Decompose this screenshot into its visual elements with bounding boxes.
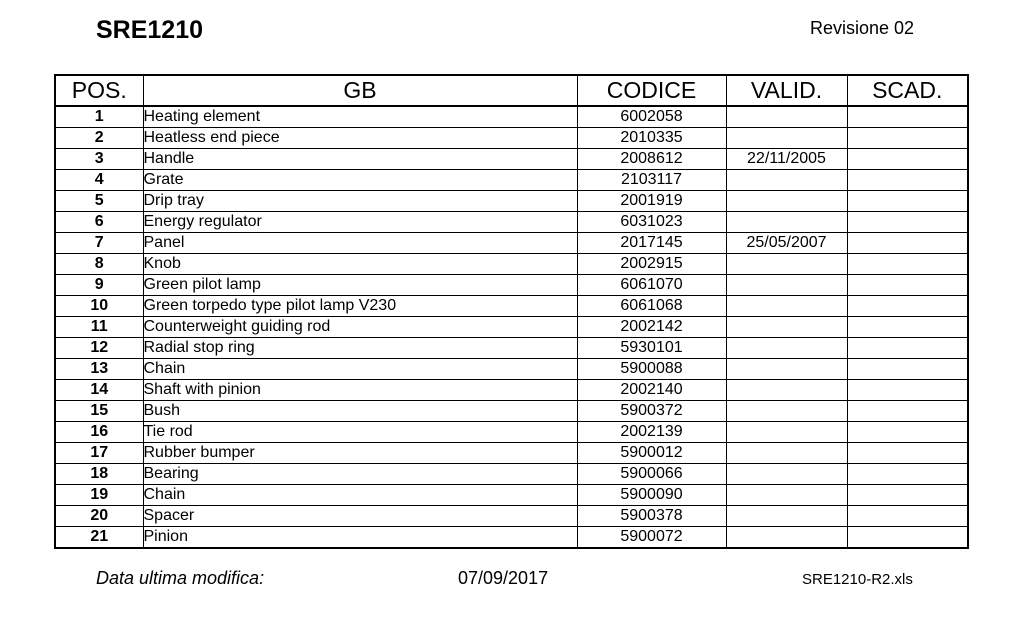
cell-valid (726, 106, 847, 128)
cell-desc: Spacer (143, 506, 577, 527)
revision-label: Revisione 02 (810, 18, 915, 38)
cell-desc: Heatless end piece (143, 128, 577, 149)
cell-desc: Tie rod (143, 422, 577, 443)
cell-pos: 17 (55, 443, 143, 464)
table-row (55, 170, 968, 191)
cell-valid (726, 464, 847, 485)
table-row (55, 191, 968, 212)
table-row (55, 317, 968, 338)
column-header-gb: GB (143, 75, 577, 106)
table-row (55, 128, 968, 149)
table-row (55, 359, 968, 380)
cell-code: 5900012 (577, 443, 726, 464)
cell-valid (726, 191, 847, 212)
cell-code: 6061070 (577, 275, 726, 296)
cell-code: 5900090 (577, 485, 726, 506)
cell-pos: 10 (55, 296, 143, 317)
cell-code: 2002915 (577, 254, 726, 275)
table-row (55, 254, 968, 275)
table-row (55, 485, 968, 506)
cell-code: 5900066 (577, 464, 726, 485)
cell-pos: 3 (55, 149, 143, 170)
cell-code: 2002142 (577, 317, 726, 338)
cell-scad (847, 275, 968, 296)
cell-pos: 15 (55, 401, 143, 422)
cell-pos: 14 (55, 380, 143, 401)
cell-code: 5900088 (577, 359, 726, 380)
table-row (55, 233, 968, 254)
table-row (55, 443, 968, 464)
cell-desc: Chain (143, 485, 577, 506)
column-header-codice: CODICE (577, 75, 726, 106)
cell-valid (726, 422, 847, 443)
cell-code: 2017145 (577, 233, 726, 254)
cell-scad (847, 443, 968, 464)
file-name: SRE1210-R2.xls (802, 571, 913, 588)
cell-scad (847, 485, 968, 506)
cell-valid (726, 275, 847, 296)
cell-pos: 2 (55, 128, 143, 149)
column-header-valid: VALID. (726, 75, 847, 106)
cell-desc: Counterweight guiding rod (143, 317, 577, 338)
cell-code: 6031023 (577, 212, 726, 233)
parts-table (54, 74, 969, 549)
table-row (55, 401, 968, 422)
last-modified-label: Data ultima modifica: (96, 568, 265, 588)
cell-valid (726, 401, 847, 422)
table-body (55, 106, 968, 548)
table-row (55, 296, 968, 317)
cell-desc: Rubber bumper (143, 443, 577, 464)
cell-scad (847, 317, 968, 338)
cell-pos: 6 (55, 212, 143, 233)
cell-pos: 9 (55, 275, 143, 296)
cell-pos: 16 (55, 422, 143, 443)
cell-code: 6061068 (577, 296, 726, 317)
column-header-pos: POS. (55, 75, 143, 106)
cell-desc: Pinion (143, 527, 577, 549)
cell-pos: 7 (55, 233, 143, 254)
cell-valid (726, 338, 847, 359)
cell-desc: Heating element (143, 106, 577, 128)
cell-desc: Green torpedo type pilot lamp V230 (143, 296, 577, 317)
cell-valid (726, 485, 847, 506)
column-header-scad: SCAD. (847, 75, 968, 106)
cell-scad (847, 464, 968, 485)
cell-code: 5930101 (577, 338, 726, 359)
cell-desc: Panel (143, 233, 577, 254)
cell-pos: 5 (55, 191, 143, 212)
cell-code: 2010335 (577, 128, 726, 149)
cell-desc: Handle (143, 149, 577, 170)
cell-desc: Green pilot lamp (143, 275, 577, 296)
cell-code: 2002140 (577, 380, 726, 401)
cell-valid (726, 506, 847, 527)
last-modified-date: 07/09/2017 (458, 568, 549, 588)
cell-pos: 20 (55, 506, 143, 527)
cell-pos: 8 (55, 254, 143, 275)
cell-scad (847, 506, 968, 527)
cell-scad (847, 422, 968, 443)
cell-pos: 4 (55, 170, 143, 191)
table-row (55, 422, 968, 443)
cell-pos: 18 (55, 464, 143, 485)
table-row (55, 506, 968, 527)
cell-desc: Bush (143, 401, 577, 422)
cell-desc: Knob (143, 254, 577, 275)
cell-desc: Energy regulator (143, 212, 577, 233)
cell-valid (726, 443, 847, 464)
cell-valid (726, 170, 847, 191)
cell-code: 6002058 (577, 106, 726, 128)
cell-valid (726, 254, 847, 275)
cell-code: 5900072 (577, 527, 726, 549)
table-row (55, 527, 968, 549)
cell-pos: 11 (55, 317, 143, 338)
cell-scad (847, 527, 968, 549)
cell-desc: Radial stop ring (143, 338, 577, 359)
cell-valid: 25/05/2007 (726, 233, 847, 254)
cell-code: 5900372 (577, 401, 726, 422)
cell-valid (726, 359, 847, 380)
cell-scad (847, 170, 968, 191)
table-row (55, 338, 968, 359)
cell-pos: 12 (55, 338, 143, 359)
cell-pos: 21 (55, 527, 143, 549)
cell-scad (847, 212, 968, 233)
cell-scad (847, 296, 968, 317)
table-row (55, 464, 968, 485)
cell-valid (726, 212, 847, 233)
cell-scad (847, 338, 968, 359)
cell-pos: 19 (55, 485, 143, 506)
cell-desc: Chain (143, 359, 577, 380)
cell-scad (847, 191, 968, 212)
cell-scad (847, 401, 968, 422)
cell-scad (847, 254, 968, 275)
cell-code: 2002139 (577, 422, 726, 443)
cell-valid (726, 527, 847, 549)
table-row (55, 212, 968, 233)
table-row (55, 275, 968, 296)
cell-scad (847, 149, 968, 170)
cell-valid (726, 128, 847, 149)
cell-code: 2001919 (577, 191, 726, 212)
cell-valid (726, 380, 847, 401)
cell-scad (847, 359, 968, 380)
cell-desc: Bearing (143, 464, 577, 485)
cell-valid (726, 296, 847, 317)
cell-code: 5900378 (577, 506, 726, 527)
table-row (55, 106, 968, 128)
table-row (55, 380, 968, 401)
table-row (55, 149, 968, 170)
cell-code: 2008612 (577, 149, 726, 170)
cell-pos: 1 (55, 106, 143, 128)
cell-valid: 22/11/2005 (726, 149, 847, 170)
cell-scad (847, 106, 968, 128)
cell-scad (847, 380, 968, 401)
table-header-row (55, 75, 968, 106)
cell-desc: Grate (143, 170, 577, 191)
cell-code: 2103117 (577, 170, 726, 191)
cell-desc: Shaft with pinion (143, 380, 577, 401)
cell-pos: 13 (55, 359, 143, 380)
cell-scad (847, 128, 968, 149)
cell-scad (847, 233, 968, 254)
cell-valid (726, 317, 847, 338)
document-title: SRE1210 (96, 16, 204, 44)
cell-desc: Drip tray (143, 191, 577, 212)
